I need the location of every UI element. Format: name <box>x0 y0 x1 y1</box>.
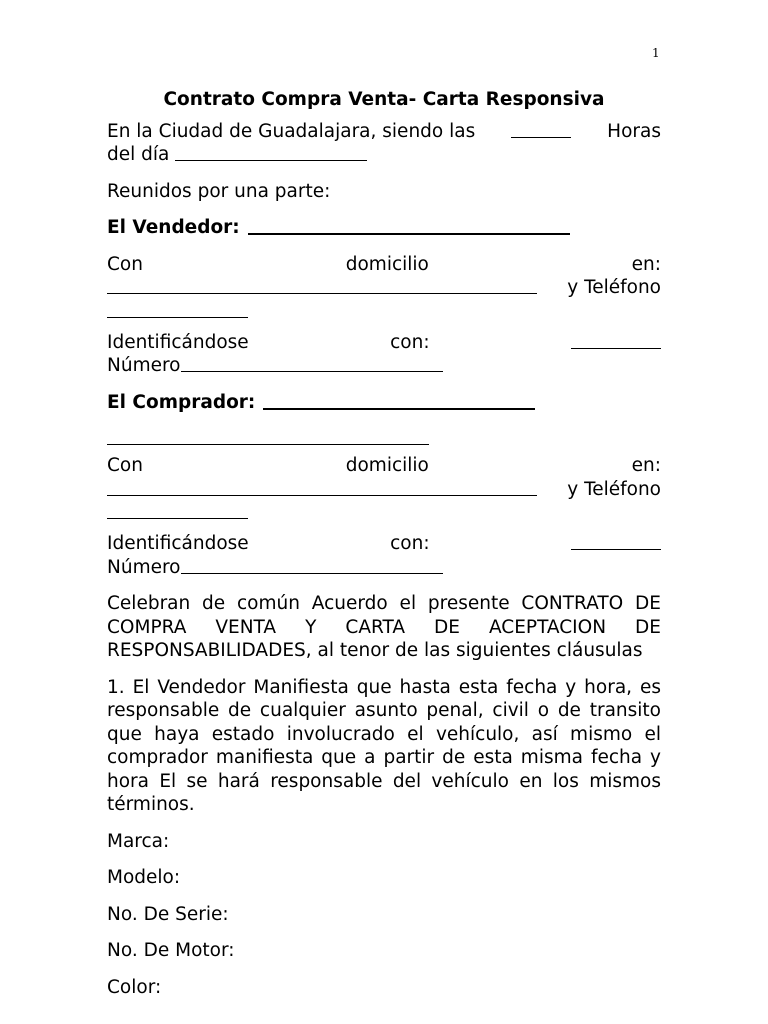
seller-address-line-1 <box>107 253 661 277</box>
seller-id-line-1 <box>107 331 661 355</box>
buyer-address-line-1 <box>107 454 661 478</box>
buyer-address-blank <box>107 478 537 496</box>
seller-en: en: <box>631 253 661 275</box>
seller-address-line-2 <box>107 276 661 300</box>
buyer-con2: con: <box>390 533 430 554</box>
buyer-label: El Comprador: <box>107 391 256 413</box>
seller-numero: Número <box>107 355 181 376</box>
reunidos-text: Reunidos por una parte: <box>107 180 331 202</box>
buyer-en: en: <box>631 455 661 476</box>
buyer-line <box>107 391 661 415</box>
contract-document <box>107 88 661 1012</box>
seller-phone-blank <box>107 300 248 318</box>
buyer-domicilio: domicilio <box>345 455 429 476</box>
hours-label: Horas <box>607 120 661 142</box>
buyer-address-block <box>107 454 661 519</box>
buyer-phone-blank <box>107 501 248 519</box>
seller-id-line-2 <box>107 354 661 378</box>
day-label: del día <box>107 144 170 165</box>
seller-con: Con <box>107 253 143 275</box>
modelo-field-label: Modelo: <box>107 867 181 888</box>
seller-address-block <box>107 253 661 318</box>
serie-field-label: No. De Serie: <box>107 903 229 925</box>
intro-line-1 <box>107 120 661 144</box>
seller-label: El Vendedor: <box>107 217 240 238</box>
seller-address-line-3 <box>107 300 661 318</box>
buyer-address-line-3 <box>107 501 661 519</box>
seller-telefono-label: y Teléfono <box>567 277 661 298</box>
city-text: En la Ciudad de Guadalajara, siendo las <box>107 120 476 142</box>
celebran-paragraph: Celebran de común Acuerdo el presente CONTRATO DE COMPRA VENTA Y CARTA DE ACEPTACION DE RESPONSABILIDADES, al tenor de las siguientes cláusulas <box>107 593 661 661</box>
seller-line <box>107 216 661 240</box>
motor-field-label: No. De Motor: <box>107 940 235 961</box>
document-title: Contrato Compra Venta- Carta Responsiva <box>163 89 605 110</box>
buyer-telefono-label: y Teléfono <box>567 478 661 500</box>
marca-field-label: Marca: <box>107 830 170 852</box>
buyer-id-block <box>107 532 661 579</box>
day-blank <box>175 143 367 161</box>
buyer-id-line-2 <box>107 556 661 580</box>
seller-con2: con: <box>390 331 430 353</box>
seller-number-blank <box>181 354 443 372</box>
buyer-numero: Número <box>107 556 181 578</box>
seller-identificandose: Identificándose <box>107 331 249 353</box>
seller-name-blank <box>248 216 570 235</box>
seller-id-blank <box>571 331 661 349</box>
clause-1-paragraph: 1. El Vendedor Manifiesta que hasta esta fecha y hora, es responsable de cualquier asunto penal, civil o de transito que haya estado involucrado el vehículo, así mismo el comprador manifiesta que a partir de esta misma fecha y hora El se hará responsable del vehículo en los mismos términos. <box>107 676 661 815</box>
buyer-name-blank <box>263 391 535 410</box>
seller-address-blank <box>107 276 537 294</box>
buyer-id-line-1 <box>107 532 661 556</box>
buyer-name-blank-2 <box>107 427 429 445</box>
page-number: 1 <box>652 46 660 60</box>
buyer-con: Con <box>107 455 143 476</box>
intro-line-2 <box>107 143 661 167</box>
buyer-id-blank <box>571 532 661 550</box>
seller-domicilio: domicilio <box>345 253 429 275</box>
buyer-number-blank <box>181 556 443 574</box>
buyer-address-line-2 <box>107 478 661 502</box>
buyer-name-continuation <box>107 427 661 445</box>
hours-blank <box>511 120 571 138</box>
intro-paragraph <box>107 120 661 167</box>
seller-id-block <box>107 331 661 378</box>
color-field-label: Color: <box>107 976 162 998</box>
buyer-identificandose: Identificándose <box>107 533 249 554</box>
